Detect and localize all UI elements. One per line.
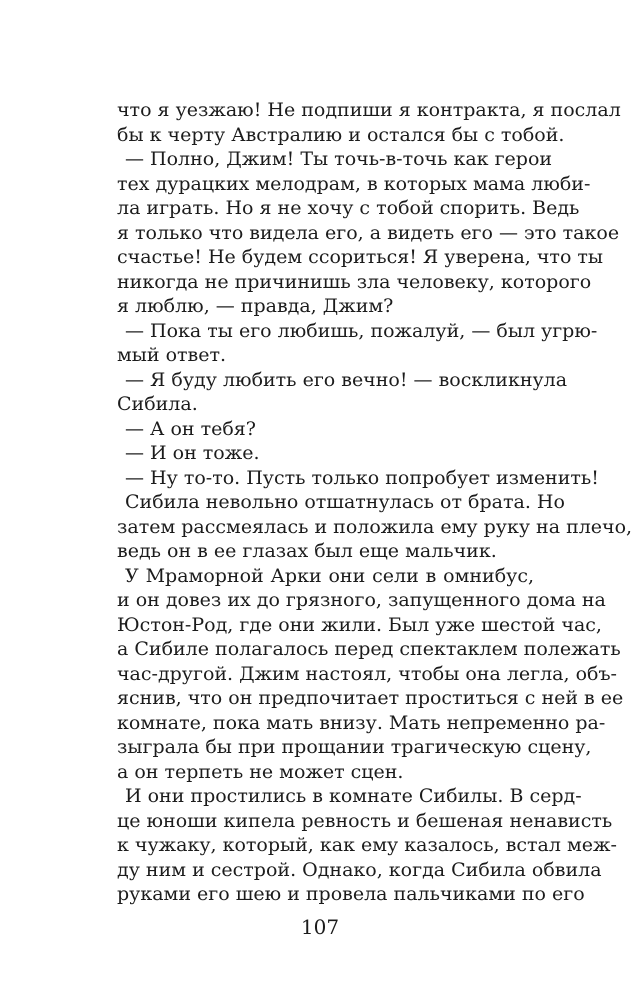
- text-line: час-другой. Джим настоял, чтобы она легла, объ-: [117, 662, 617, 685]
- text-line: — Я буду любить его вечно! — воскликнула: [125, 368, 568, 391]
- text-line: ведь он в ее глазах был еще мальчик.: [117, 540, 497, 562]
- text-line: что я уезжаю! Не подпиши я контракта, я послал: [117, 99, 621, 121]
- text-line: Сибила невольно отшатнулась от брата. Но: [125, 491, 565, 513]
- text-line: — Ну то-то. Пусть только попробует изменить!: [125, 466, 599, 489]
- text-line: я только что видела его, а видеть его — это такое: [117, 221, 620, 244]
- text-line: — Полно, Джим! Ты точь-в-точь как герои: [125, 148, 553, 170]
- text-line: — И он тоже.: [125, 442, 260, 464]
- text-line: комнате, пока мать внизу. Мать непременно ра-: [117, 711, 606, 734]
- text-line: це юноши кипела ревность и бешеная ненависть: [117, 809, 613, 832]
- text-line: никогда не причинишь зла человеку, которого: [117, 270, 592, 293]
- text-line: тех дурацких мелодрам, в которых мама люби-: [117, 172, 591, 195]
- text-line: руками его шею и провела пальчиками по его: [117, 883, 585, 905]
- page-body-text: [117, 98, 633, 907]
- text-line: И они простились в комнате Сибилы. В серд-: [125, 785, 582, 807]
- text-line: и он довез их до грязного, запущенного дома на: [117, 589, 606, 611]
- text-line: ла играть. Но я не хочу с тобой спорить. Ведь: [117, 197, 580, 219]
- text-line: счастье! Не будем ссориться! Я уверена, что ты: [117, 246, 604, 268]
- text-line: — А он тебя?: [125, 417, 256, 440]
- text-line: яснив, что он предпочитает проститься с ней в ее: [117, 687, 624, 709]
- page-number: 107: [300, 915, 340, 939]
- text-line: а Сибиле полагалось перед спектаклем полежать: [117, 638, 621, 660]
- text-line: ду ним и сестрой. Однако, когда Сибила обвила: [117, 858, 602, 881]
- text-line: я люблю, — правда, Джим?: [117, 295, 394, 317]
- text-line: мый ответ.: [117, 344, 227, 366]
- text-line: зыграла бы при прощании трагическую сцену,: [117, 736, 592, 758]
- text-line: а он терпеть не может сцен.: [117, 760, 404, 783]
- text-line: — Пока ты его любишь, пожалуй, — был угрю-: [125, 319, 598, 342]
- text-line: к чужаку, который, как ему казалось, встал меж-: [117, 834, 617, 856]
- text-line: затем рассмеялась и положила ему руку на плечо,: [117, 515, 633, 538]
- text-line: Юстон-Род, где они жили. Был уже шестой час,: [117, 613, 602, 636]
- text-line: У Мраморной Арки они сели в омнибус,: [125, 564, 534, 587]
- text-line: Сибила.: [117, 393, 198, 415]
- text-line: бы к черту Австралию и остался бы с тобой.: [117, 123, 565, 146]
